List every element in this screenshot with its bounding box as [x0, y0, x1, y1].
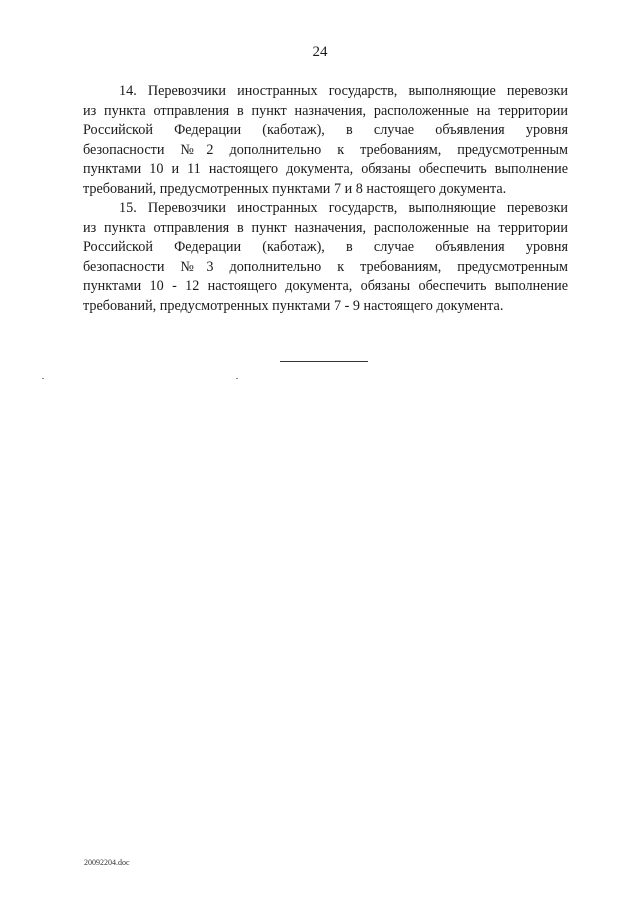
page-number: 24 [312, 44, 328, 60]
paragraph-15 [83, 199, 568, 316]
paragraph-line: требований, предусмотренных пунктами 7 - 9 настоящего документа. [83, 297, 504, 314]
paragraph-line: 15. Перевозчики иностранных государств, выполняющие перевозки [119, 200, 568, 216]
paragraph-line: Российской Федерации (каботаж), в случае объявления уровня [83, 122, 568, 138]
paragraph-line: безопасности №3 дополнительно к требованиям, предусмотренным [83, 258, 568, 275]
paragraph-line: 14. Перевозчики иностранных государств, выполняющие перевозки [119, 83, 568, 99]
paragraph-line: Российской Федерации (каботаж), в случае объявления уровня [83, 239, 568, 255]
scan-speck [42, 378, 44, 379]
footer-filename: 20092204.doc [84, 858, 130, 867]
document-body [83, 82, 568, 316]
paragraph-line: из пункта отправления в пункт назначения, расположенные на территории [83, 219, 568, 236]
scan-speck [236, 378, 238, 379]
paragraph-line: пунктами 10 - 12 настоящего документа, обязаны обеспечить выполнение [83, 278, 568, 294]
paragraph-line: требований, предусмотренных пунктами 7 и 8 настоящего документа. [83, 180, 507, 197]
paragraph-line: из пункта отправления в пункт назначения, расположенные на территории [83, 102, 568, 119]
end-of-document-rule [280, 361, 368, 362]
paragraph-14 [83, 82, 568, 199]
paragraph-line: безопасности №2 дополнительно к требованиям, предусмотренным [83, 141, 568, 158]
paragraph-line: пунктами 10 и 11 настоящего документа, обязаны обеспечить выполнение [83, 161, 568, 177]
